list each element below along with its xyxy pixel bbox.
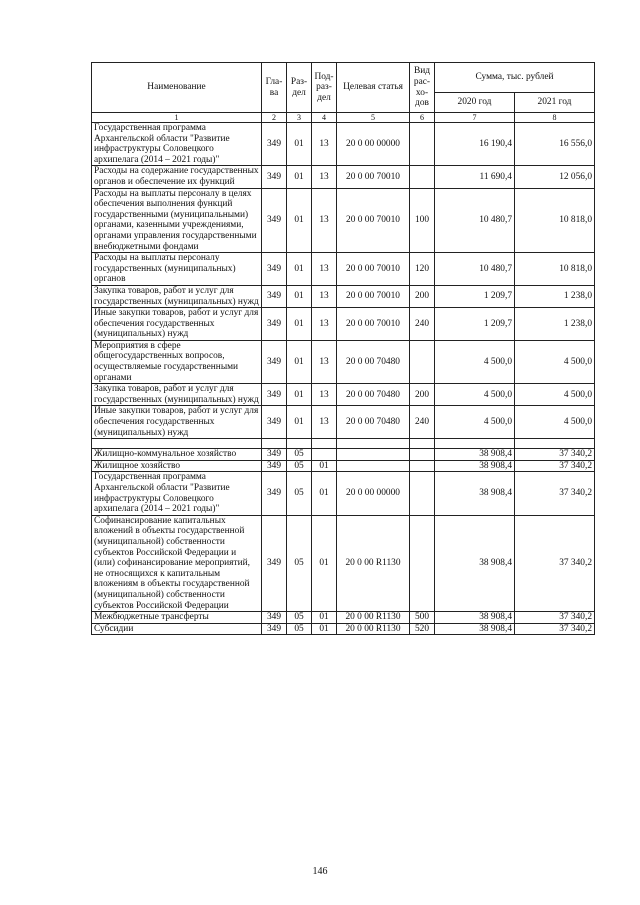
column-number: 1 bbox=[92, 113, 262, 123]
row-glava: 349 bbox=[262, 472, 287, 515]
header-razdel: Раз-дел bbox=[287, 63, 312, 113]
table-row bbox=[92, 285, 595, 307]
row-sum-2020: 38 908,4 bbox=[435, 515, 515, 611]
table-row bbox=[92, 449, 595, 461]
empty-cell bbox=[515, 439, 595, 449]
empty-cell bbox=[435, 439, 515, 449]
row-razdel: 01 bbox=[287, 253, 312, 286]
column-number: 6 bbox=[410, 113, 435, 123]
row-vid bbox=[410, 123, 435, 166]
row-sum-2021: 37 340,2 bbox=[515, 515, 595, 611]
row-razdel: 05 bbox=[287, 612, 312, 624]
header-2020: 2020 год bbox=[435, 93, 515, 113]
row-target: 20 0 00 R1130 bbox=[337, 515, 410, 611]
row-sum-2021: 37 340,2 bbox=[515, 623, 595, 635]
row-razdel: 05 bbox=[287, 460, 312, 472]
row-target: 20 0 00 00000 bbox=[337, 123, 410, 166]
row-glava: 349 bbox=[262, 384, 287, 406]
row-razdel: 01 bbox=[287, 384, 312, 406]
empty-cell bbox=[92, 439, 262, 449]
row-sum-2021: 10 818,0 bbox=[515, 253, 595, 286]
row-glava: 349 bbox=[262, 166, 287, 188]
column-number: 5 bbox=[337, 113, 410, 123]
row-name: Иные закупки товаров, работ и услуг для обеспечения государственных (муниципальных) нужд bbox=[92, 308, 262, 341]
row-vid: 240 bbox=[410, 406, 435, 439]
column-number-row bbox=[92, 113, 595, 123]
row-podrazdel: 01 bbox=[312, 623, 337, 635]
row-vid bbox=[410, 460, 435, 472]
row-sum-2021: 37 340,2 bbox=[515, 612, 595, 624]
row-sum-2020: 38 908,4 bbox=[435, 472, 515, 515]
row-sum-2020: 4 500,0 bbox=[435, 340, 515, 383]
row-name: Субсидии bbox=[92, 623, 262, 635]
row-sum-2020: 1 209,7 bbox=[435, 308, 515, 341]
row-razdel: 05 bbox=[287, 472, 312, 515]
row-sum-2020: 38 908,4 bbox=[435, 623, 515, 635]
table-row bbox=[92, 612, 595, 624]
row-glava: 349 bbox=[262, 340, 287, 383]
row-sum-2020: 4 500,0 bbox=[435, 406, 515, 439]
row-razdel: 01 bbox=[287, 406, 312, 439]
row-razdel: 05 bbox=[287, 449, 312, 461]
row-razdel: 01 bbox=[287, 123, 312, 166]
row-sum-2020: 10 480,7 bbox=[435, 253, 515, 286]
row-glava: 349 bbox=[262, 188, 287, 253]
row-vid: 520 bbox=[410, 623, 435, 635]
row-target: 20 0 00 70480 bbox=[337, 340, 410, 383]
row-sum-2021: 1 238,0 bbox=[515, 308, 595, 341]
row-name: Софинансирование капитальных вложений в объекты государственной (муниципальной) собственности субъектов Российской Федерации и (или) софинансирование мероприятий, не относящихся к капитальным вложениям в объекты государственной (муниципальной) собственности субъектов Российской Федерации bbox=[92, 515, 262, 611]
table-body bbox=[92, 123, 595, 635]
row-vid: 200 bbox=[410, 384, 435, 406]
table-row bbox=[92, 439, 595, 449]
row-vid bbox=[410, 340, 435, 383]
table-row bbox=[92, 472, 595, 515]
row-sum-2020: 38 908,4 bbox=[435, 460, 515, 472]
page-number: 146 bbox=[312, 866, 328, 877]
table-header bbox=[92, 63, 595, 123]
row-target: 20 0 00 R1130 bbox=[337, 612, 410, 624]
row-vid: 200 bbox=[410, 285, 435, 307]
row-target bbox=[337, 460, 410, 472]
row-glava: 349 bbox=[262, 612, 287, 624]
row-name: Государственная программа Архангельской области "Развитие инфраструктуры Соловецкого архипелага (2014 – 2021 годы)" bbox=[92, 472, 262, 515]
row-podrazdel: 13 bbox=[312, 406, 337, 439]
row-name: Расходы на выплаты персоналу в целях обеспечения выполнения функций государственными (муниципальными) органами, казенными учреждениями, органами управления государственными внебюджетными фондами bbox=[92, 188, 262, 253]
row-glava: 349 bbox=[262, 285, 287, 307]
row-podrazdel: 13 bbox=[312, 123, 337, 166]
row-podrazdel: 13 bbox=[312, 188, 337, 253]
row-target: 20 0 00 70010 bbox=[337, 188, 410, 253]
row-podrazdel: 13 bbox=[312, 340, 337, 383]
row-name: Жилищное хозяйство bbox=[92, 460, 262, 472]
row-sum-2021: 37 340,2 bbox=[515, 449, 595, 461]
row-razdel: 01 bbox=[287, 285, 312, 307]
row-sum-2021: 10 818,0 bbox=[515, 188, 595, 253]
column-number: 3 bbox=[287, 113, 312, 123]
row-podrazdel bbox=[312, 449, 337, 461]
table-row bbox=[92, 460, 595, 472]
header-2021: 2021 год bbox=[515, 93, 595, 113]
row-sum-2020: 38 908,4 bbox=[435, 612, 515, 624]
column-number: 2 bbox=[262, 113, 287, 123]
row-sum-2021: 4 500,0 bbox=[515, 384, 595, 406]
table-row bbox=[92, 406, 595, 439]
row-vid: 500 bbox=[410, 612, 435, 624]
row-vid: 120 bbox=[410, 253, 435, 286]
table-row bbox=[92, 253, 595, 286]
empty-cell bbox=[410, 439, 435, 449]
header-target: Целевая статья bbox=[337, 63, 410, 113]
row-podrazdel: 01 bbox=[312, 460, 337, 472]
row-razdel: 05 bbox=[287, 515, 312, 611]
row-target: 20 0 00 70010 bbox=[337, 166, 410, 188]
row-sum-2020: 38 908,4 bbox=[435, 449, 515, 461]
header-vid: Вид рас-хо-дов bbox=[410, 63, 435, 113]
header-name: Наименование bbox=[92, 63, 262, 113]
row-razdel: 01 bbox=[287, 166, 312, 188]
table-row bbox=[92, 515, 595, 611]
row-glava: 349 bbox=[262, 449, 287, 461]
row-sum-2021: 37 340,2 bbox=[515, 460, 595, 472]
row-target: 20 0 00 70010 bbox=[337, 308, 410, 341]
row-glava: 349 bbox=[262, 623, 287, 635]
table-row bbox=[92, 623, 595, 635]
row-sum-2020: 11 690,4 bbox=[435, 166, 515, 188]
row-podrazdel: 01 bbox=[312, 472, 337, 515]
row-razdel: 05 bbox=[287, 623, 312, 635]
table-row bbox=[92, 340, 595, 383]
row-sum-2021: 4 500,0 bbox=[515, 340, 595, 383]
row-target: 20 0 00 70480 bbox=[337, 406, 410, 439]
row-name: Расходы на содержание государственных органов и обеспечение их функций bbox=[92, 166, 262, 188]
table-row bbox=[92, 188, 595, 253]
row-name: Закупка товаров, работ и услуг для государственных (муниципальных) нужд bbox=[92, 285, 262, 307]
row-target: 20 0 00 70480 bbox=[337, 384, 410, 406]
row-sum-2020: 1 209,7 bbox=[435, 285, 515, 307]
row-sum-2020: 10 480,7 bbox=[435, 188, 515, 253]
row-target: 20 0 00 70010 bbox=[337, 285, 410, 307]
row-name: Жилищно-коммунальное хозяйство bbox=[92, 449, 262, 461]
column-number: 7 bbox=[435, 113, 515, 123]
row-vid: 240 bbox=[410, 308, 435, 341]
row-sum-2021: 12 056,0 bbox=[515, 166, 595, 188]
empty-cell bbox=[262, 439, 287, 449]
empty-cell bbox=[337, 439, 410, 449]
row-name: Государственная программа Архангельской области "Развитие инфраструктуры Соловецкого архипелага (2014 – 2021 годы)" bbox=[92, 123, 262, 166]
table-row bbox=[92, 166, 595, 188]
row-name: Иные закупки товаров, работ и услуг для обеспечения государственных (муниципальных) нужд bbox=[92, 406, 262, 439]
budget-table bbox=[91, 62, 595, 635]
row-name: Межбюджетные трансферты bbox=[92, 612, 262, 624]
header-podrazdel: Под-раз-дел bbox=[312, 63, 337, 113]
row-name: Закупка товаров, работ и услуг для государственных (муниципальных) нужд bbox=[92, 384, 262, 406]
row-sum-2020: 4 500,0 bbox=[435, 384, 515, 406]
row-vid bbox=[410, 515, 435, 611]
column-number: 8 bbox=[515, 113, 595, 123]
row-razdel: 01 bbox=[287, 188, 312, 253]
row-podrazdel: 13 bbox=[312, 308, 337, 341]
row-razdel: 01 bbox=[287, 308, 312, 341]
row-glava: 349 bbox=[262, 406, 287, 439]
header-sum: Сумма, тыс. рублей bbox=[435, 63, 595, 93]
row-podrazdel: 13 bbox=[312, 253, 337, 286]
row-name: Мероприятия в сфере общегосударственных вопросов, осуществляемые государственными органами bbox=[92, 340, 262, 383]
row-glava: 349 bbox=[262, 460, 287, 472]
column-number: 4 bbox=[312, 113, 337, 123]
row-razdel: 01 bbox=[287, 340, 312, 383]
row-glava: 349 bbox=[262, 515, 287, 611]
row-podrazdel: 01 bbox=[312, 515, 337, 611]
table-row bbox=[92, 123, 595, 166]
row-podrazdel: 13 bbox=[312, 285, 337, 307]
row-target: 20 0 00 70010 bbox=[337, 253, 410, 286]
row-podrazdel: 13 bbox=[312, 166, 337, 188]
table-row bbox=[92, 308, 595, 341]
row-sum-2021: 1 238,0 bbox=[515, 285, 595, 307]
row-glava: 349 bbox=[262, 308, 287, 341]
row-sum-2021: 4 500,0 bbox=[515, 406, 595, 439]
row-vid bbox=[410, 472, 435, 515]
row-target: 20 0 00 00000 bbox=[337, 472, 410, 515]
row-vid: 100 bbox=[410, 188, 435, 253]
row-glava: 349 bbox=[262, 123, 287, 166]
row-sum-2020: 16 190,4 bbox=[435, 123, 515, 166]
row-name: Расходы на выплаты персоналу государственных (муниципальных) органов bbox=[92, 253, 262, 286]
row-target bbox=[337, 449, 410, 461]
table-row bbox=[92, 384, 595, 406]
row-podrazdel: 01 bbox=[312, 612, 337, 624]
row-podrazdel: 13 bbox=[312, 384, 337, 406]
empty-cell bbox=[287, 439, 312, 449]
row-vid bbox=[410, 166, 435, 188]
row-vid bbox=[410, 449, 435, 461]
row-target: 20 0 00 R1130 bbox=[337, 623, 410, 635]
row-glava: 349 bbox=[262, 253, 287, 286]
row-sum-2021: 37 340,2 bbox=[515, 472, 595, 515]
row-sum-2021: 16 556,0 bbox=[515, 123, 595, 166]
header-glava: Гла-ва bbox=[262, 63, 287, 113]
empty-cell bbox=[312, 439, 337, 449]
